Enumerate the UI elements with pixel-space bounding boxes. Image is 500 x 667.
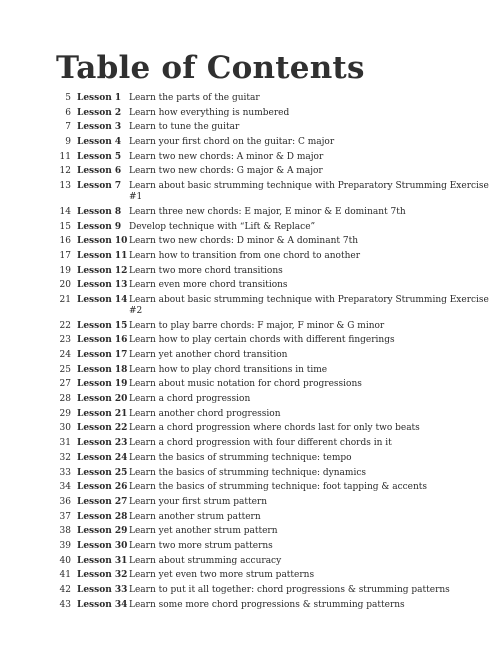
- lesson-label: Lesson 31: [77, 555, 128, 566]
- toc-entry: [50, 394, 490, 405]
- toc-entry: [50, 251, 490, 262]
- lesson-label: Lesson 16: [77, 335, 128, 346]
- lesson-label: Lesson 21: [77, 408, 128, 419]
- lesson-description: Learn how everything is numbered: [129, 107, 290, 118]
- lesson-label: Lesson 18: [77, 364, 128, 375]
- lesson-description: Learn two more chord transitions: [129, 265, 283, 276]
- lesson-label: Lesson 11: [77, 250, 128, 261]
- toc-entry: [50, 379, 490, 390]
- page-number: 11: [59, 151, 71, 162]
- lesson-description: Learn some more chord progressions & strumming patterns: [129, 599, 405, 610]
- lesson-label: Lesson 15: [77, 320, 128, 331]
- toc-entry: [50, 600, 490, 611]
- page-title: Table of Contents: [56, 50, 365, 86]
- lesson-label: Lesson 19: [77, 379, 128, 390]
- page-number: 14: [59, 206, 71, 217]
- lesson-label: Lesson 1: [77, 93, 122, 103]
- toc-entry: [50, 556, 490, 567]
- lesson-description: Learn about music notation for chord progressions: [129, 379, 362, 390]
- lesson-description: Learn a chord progression where chords last for only two beats: [129, 423, 420, 434]
- page-number: 40: [59, 555, 71, 566]
- lesson-label: Lesson 5: [77, 151, 122, 162]
- toc-entry: [50, 93, 490, 104]
- page-number: 5: [65, 93, 71, 103]
- page-number: 15: [59, 221, 71, 232]
- page-number: 23: [59, 335, 71, 346]
- page-number: 7: [65, 122, 71, 133]
- page-number: 13: [59, 181, 71, 192]
- lesson-label: Lesson 27: [77, 496, 128, 507]
- lesson-description: Learn how to play chord transitions in time: [129, 364, 328, 375]
- page-number: 30: [59, 423, 71, 434]
- lesson-label: Lesson 13: [77, 280, 128, 291]
- toc-entry: [50, 266, 490, 277]
- page-number: 39: [59, 540, 71, 551]
- lesson-description: Learn another chord progression: [129, 408, 281, 419]
- toc-entry: [50, 152, 490, 163]
- toc-list: [50, 93, 490, 614]
- lesson-description: Learn how to play certain chords with different fingerings: [129, 335, 395, 346]
- toc-entry: [50, 222, 490, 233]
- page-number: 22: [59, 320, 71, 331]
- lesson-label: Lesson 32: [77, 570, 128, 581]
- toc-entry: [50, 570, 490, 581]
- page-number: 16: [59, 236, 71, 247]
- lesson-description: Learn how to transition from one chord to another: [129, 250, 360, 261]
- lesson-label: Lesson 28: [77, 511, 128, 522]
- lesson-description: Learn yet another strum pattern: [129, 526, 278, 537]
- lesson-label: Lesson 8: [77, 206, 122, 217]
- lesson-description: Learn about basic strumming technique with Preparatory Strumming Exercise #2: [129, 294, 489, 316]
- page-number: 36: [59, 496, 71, 507]
- page-number: 24: [59, 350, 71, 360]
- lesson-description: Learn two more strum patterns: [129, 540, 273, 551]
- page-number: 20: [59, 280, 71, 291]
- toc-entry: [50, 468, 490, 479]
- toc-entry: [50, 438, 490, 449]
- page-number: 6: [65, 107, 71, 118]
- lesson-label: Lesson 25: [77, 467, 128, 478]
- lesson-label: Lesson 33: [77, 585, 128, 595]
- toc-entry: [50, 512, 490, 523]
- page-number: 12: [59, 166, 71, 177]
- toc-entry: [50, 280, 490, 291]
- lesson-label: Lesson 34: [77, 599, 128, 610]
- toc-entry: [50, 137, 490, 148]
- lesson-description: Learn a chord progression with four different chords in it: [129, 438, 392, 449]
- lesson-description: Learn two new chords: D minor & A dominant 7th: [129, 236, 359, 247]
- page-number: 9: [65, 137, 71, 148]
- toc-entry: [50, 335, 490, 346]
- lesson-label: Lesson 22: [77, 423, 128, 434]
- toc-entry: [50, 295, 490, 317]
- toc-entry: [50, 236, 490, 247]
- lesson-description: Learn your first chord on the guitar: C major: [129, 137, 335, 148]
- lesson-description: Learn another strum pattern: [129, 511, 261, 522]
- lesson-description: Learn your first strum pattern: [129, 496, 268, 507]
- toc-entry: [50, 541, 490, 552]
- toc-entry: [50, 207, 490, 218]
- lesson-label: Lesson 3: [77, 122, 122, 133]
- lesson-label: Lesson 4: [77, 137, 122, 148]
- lesson-label: Lesson 17: [77, 350, 128, 360]
- lesson-description: Learn about basic strumming technique with Preparatory Strumming Exercise #1: [129, 181, 489, 203]
- lesson-label: Lesson 26: [77, 482, 128, 493]
- toc-entry: [50, 365, 490, 376]
- page-number: 33: [59, 467, 71, 478]
- toc-entry: [50, 108, 490, 119]
- page-number: 38: [59, 526, 71, 537]
- page-number: 17: [59, 250, 71, 261]
- lesson-description: Learn two new chords: A minor & D major: [129, 151, 324, 162]
- lesson-label: Lesson 6: [77, 166, 122, 177]
- toc-entry: [50, 321, 490, 332]
- lesson-label: Lesson 23: [77, 438, 128, 449]
- lesson-description: Learn yet another chord transition: [129, 350, 288, 360]
- page-number: 42: [59, 585, 71, 595]
- lesson-description: Develop technique with “Lift & Replace”: [129, 221, 316, 232]
- lesson-label: Lesson 29: [77, 526, 128, 537]
- lesson-description: Learn to play barre chords: F major, F minor & G minor: [129, 320, 385, 331]
- lesson-label: Lesson 20: [77, 394, 128, 405]
- lesson-description: Learn the basics of strumming technique: foot tapping & accents: [129, 482, 428, 493]
- page-number: 21: [59, 294, 71, 305]
- toc-entry: [50, 453, 490, 464]
- lesson-label: Lesson 24: [77, 452, 128, 463]
- toc-entry: [50, 166, 490, 177]
- lesson-label: Lesson 2: [77, 107, 122, 118]
- lesson-description: Learn three new chords: E major, E minor & E dominant 7th: [129, 206, 406, 217]
- lesson-label: Lesson 10: [77, 236, 128, 247]
- page-number: 34: [59, 482, 71, 493]
- lesson-label: Lesson 12: [77, 265, 128, 276]
- page-number: 27: [59, 379, 71, 390]
- toc-entry: [50, 585, 490, 596]
- toc-entry: [50, 423, 490, 434]
- toc-entry: [50, 409, 490, 420]
- lesson-description: Learn a chord progression: [129, 394, 251, 405]
- lesson-description: Learn yet even two more strum patterns: [129, 570, 315, 581]
- toc-entry: [50, 350, 490, 361]
- page-number: 43: [59, 599, 71, 610]
- toc-entry: [50, 122, 490, 133]
- page-number: 41: [59, 570, 71, 581]
- lesson-description: Learn two new chords: G major & A major: [129, 166, 323, 177]
- lesson-label: Lesson 7: [77, 181, 122, 192]
- lesson-description: Learn about strumming accuracy: [129, 555, 282, 566]
- lesson-description: Learn the basics of strumming technique: tempo: [129, 452, 352, 463]
- lesson-description: Learn the parts of the guitar: [129, 93, 260, 103]
- page-number: 25: [59, 364, 71, 375]
- lesson-label: Lesson 30: [77, 540, 128, 551]
- lesson-description: Learn the basics of strumming technique: dynamics: [129, 467, 366, 478]
- page-number: 32: [59, 452, 71, 463]
- toc-entry: [50, 497, 490, 508]
- page-number: 19: [59, 265, 71, 276]
- toc-entry: [50, 181, 490, 203]
- lesson-label: Lesson 9: [77, 221, 122, 232]
- page-number: 37: [59, 511, 71, 522]
- toc-entry: [50, 526, 490, 537]
- lesson-description: Learn even more chord transitions: [129, 280, 288, 291]
- page-number: 31: [59, 438, 71, 449]
- page-number: 28: [59, 394, 71, 405]
- toc-entry: [50, 482, 490, 493]
- page-number: 29: [59, 408, 71, 419]
- lesson-description: Learn to put it all together: chord progressions & strumming patterns: [129, 585, 450, 595]
- lesson-label: Lesson 14: [77, 294, 128, 305]
- lesson-description: Learn to tune the guitar: [129, 122, 240, 133]
